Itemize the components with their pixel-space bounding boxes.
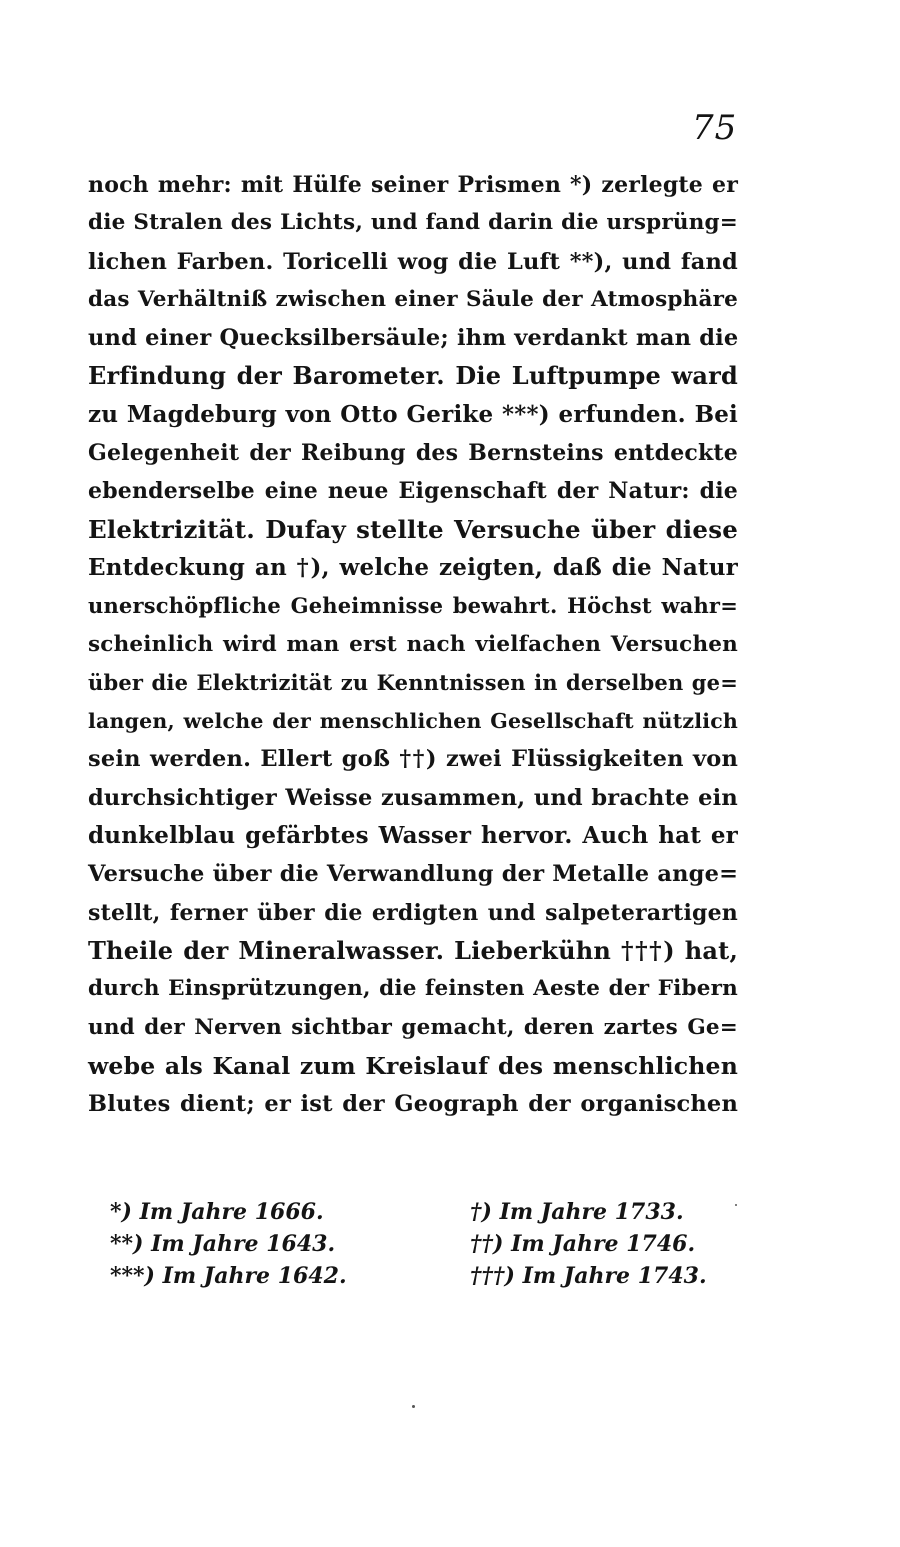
footnotes-right-column [470,1196,730,1292]
text-line: zu Magdeburg von Otto Gerike ***) erfunden. Bei [88,400,738,428]
footnote: ***) Im Jahre 1642. [110,1263,347,1289]
text-line: dunkelblau gefärbtes Wasser hervor. Auch hat er [88,822,738,850]
paper-speck [735,1204,737,1206]
footnote: **) Im Jahre 1643. [110,1231,336,1257]
text-line: Entdeckung an †), welche zeigten, daß die Natur [88,553,738,581]
text-line: ebenderselbe eine neue Eigenschaft der Natur: die [88,478,738,505]
text-line: Versuche über die Verwandlung der Metalle ange= [88,861,739,888]
text-line: scheinlich wird man erst nach vielfachen Versuchen [88,631,738,657]
text-line: Elektrizität. Dufay stellte Versuche über diese [88,514,738,544]
footnotes [110,1196,730,1292]
text-line: das Verhältniß zwischen einer Säule der Atmosphäre [88,286,738,312]
text-line: stellt, ferner über die erdigten und salpeterartigen [88,899,738,926]
text-line: durchsichtiger Weisse zusammen, und brachte ein [88,784,738,811]
text-line: Blutes dient; er ist der Geograph der organischen [88,1091,738,1118]
text-line: webe als Kanal zum Kreislauf des menschlichen [88,1051,738,1080]
text-line: sein werden. Ellert goß ††) zwei Flüssigkeiten von [88,746,738,773]
text-line: und der Nerven sichtbar gemacht, deren zartes Ge= [88,1014,738,1040]
footnote: *) Im Jahre 1666. [110,1199,324,1225]
text-line: noch mehr: mit Hülfe seiner Prismen *) zerlegte er [88,172,738,198]
footnote: †) Im Jahre 1733. [470,1199,684,1225]
body-text [88,166,738,1123]
paper-speck [412,1405,415,1408]
text-line: über die Elektrizität zu Kenntnissen in derselben ge= [88,669,738,695]
footnote: ††) Im Jahre 1746. [470,1231,696,1257]
text-line: lichen Farben. Toricelli wog die Luft **), und fand [88,248,738,275]
text-line: unerschöpfliche Geheimnisse bewahrt. Höchst wahr= [88,593,738,619]
text-line: durch Einsprützungen, die feinsten Aeste der Fibern [88,976,738,1002]
text-line: Gelegenheit der Reibung des Bernsteins entdeckte [88,440,738,467]
text-line: und einer Quecksilbersäule; ihm verdankt man die [88,325,739,352]
text-line: Theile der Mineralwasser. Lieberkühn †††) hat, [88,935,738,965]
page-number: 75 [692,108,738,148]
footnote: †††) Im Jahre 1743. [470,1263,707,1289]
text-line: Erfindung der Barometer. Die Luftpumpe ward [88,361,738,391]
footnotes-left-column [110,1196,400,1292]
text-line: langen, welche der menschlichen Gesellschaft nützlich [88,709,738,734]
text-line: die Stralen des Lichts, und fand darin die ursprüng= [88,210,738,236]
